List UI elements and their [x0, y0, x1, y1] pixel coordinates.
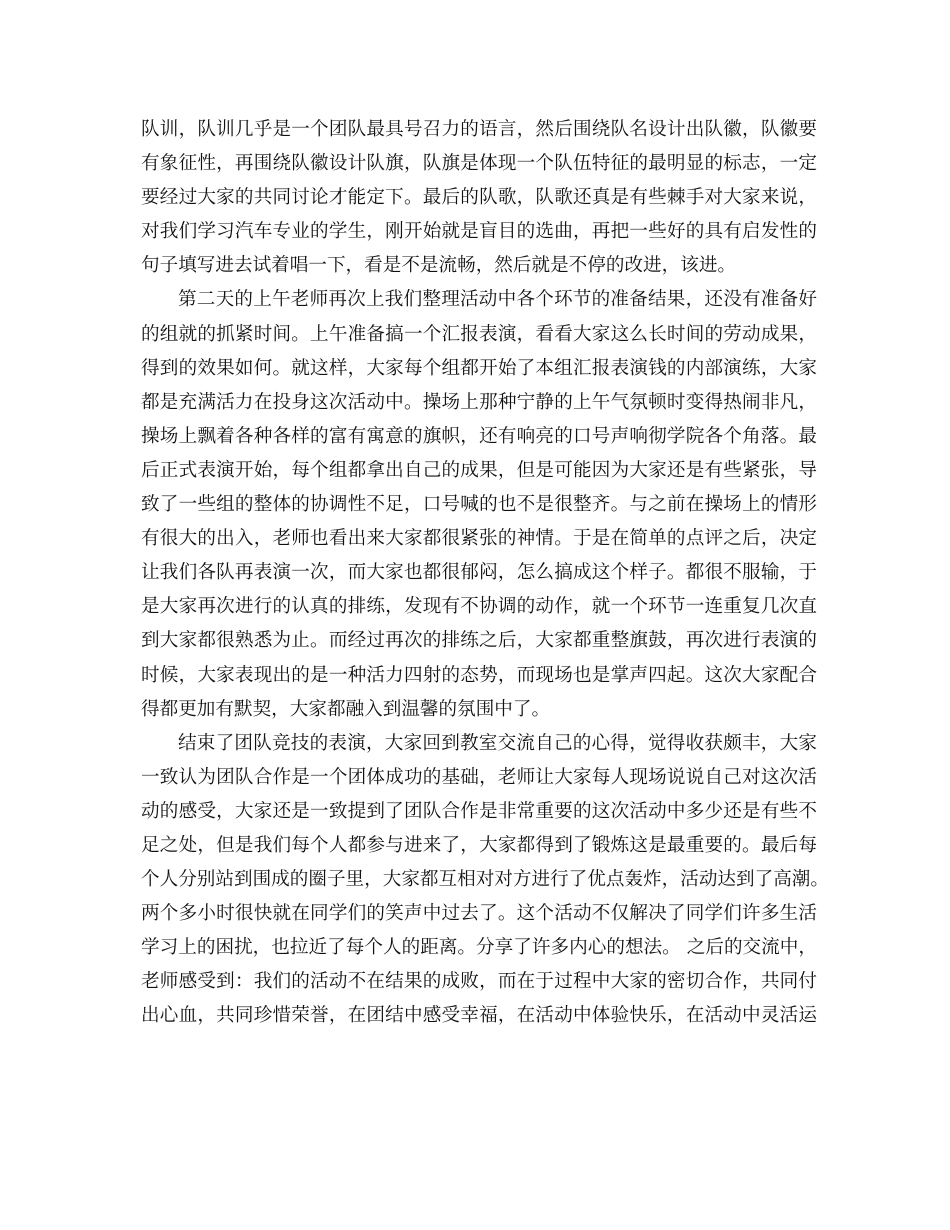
paragraph-1-line-4: 对我们学习汽车专业的学生，刚开始就是盲目的选曲，再把一些好的具有启发性的: [141, 221, 817, 243]
paragraph-1-line-1: 队训，队训几乎是一个团队最具号召力的语言，然后围绕队名设计出队徽，队徽要: [141, 119, 817, 140]
paragraph-3-line-8: 老师感受到：我们的活动不在结果的成败，而在于过程中大家的密切合作，共同付: [141, 971, 817, 993]
paragraph-2-line-7: 致了一些组的整体的协调性不足，口号喊的也不是很整齐。与之前在操场上的情形: [141, 494, 817, 516]
paragraph-2-line-10: 是大家再次进行的认真的排练，发现有不协调的动作，就一个环节一连重复几次直: [141, 596, 817, 618]
document-body: [141, 113, 829, 1034]
paragraph-3-line-1: 结束了团队竞技的表演，大家回到教室交流自己的心得，觉得收获颇丰，大家: [178, 732, 817, 754]
paragraph-2-line-6: 后正式表演开始，每个组都拿出自己的成果，但是可能因为大家还是有些紧张，导: [141, 459, 817, 481]
paragraph-2-line-5: 操场上飘着各种各样的富有寓意的旗帜，还有响亮的口号声响彻学院各个角落。最: [141, 425, 817, 447]
paragraph-3-line-6: 两个多小时很快就在同学们的笑声中过去了。这个活动不仅解决了同学们许多生活: [141, 903, 817, 925]
paragraph-2-line-4: 都是充满活力在投身这次活动中。操场上那种宁静的上午气氛顿时变得热闹非凡，: [141, 391, 817, 413]
paragraph-2-line-2: 的组就的抓紧时间。上午准备搞一个汇报表演，看看大家这么长时间的劳动成果，: [141, 323, 817, 345]
paragraph-3-line-3: 动的感受，大家还是一致提到了团队合作是非常重要的这次活动中多少还是有些不: [141, 800, 817, 822]
paragraph-2-line-12: 时候，大家表现出的是一种活力四射的态势，而现场也是掌声四起。这次大家配合: [141, 664, 817, 686]
paragraph-3-line-9: 出心血，共同珍惜荣誉，在团结中感受幸福，在活动中体验快乐，在活动中灵活运: [141, 1005, 817, 1027]
paragraph-3-line-5: 个人分别站到围成的圈子里，大家都互相对对方进行了优点轰炸，活动达到了高潮。: [141, 869, 829, 891]
paragraph-2-line-1: 第二天的上午老师再次上我们整理活动中各个环节的准备结果，还没有准备好: [178, 289, 817, 311]
paragraph-3-line-4: 足之处，但是我们每个人都参与进来了，大家都得到了锻炼这是最重要的。最后每: [141, 834, 817, 856]
paragraph-1-line-3: 要经过大家的共同讨论才能定下。最后的队歌，队歌还真是有些棘手对大家来说，: [141, 187, 817, 209]
paragraph-1-line-2: 有象征性，再围绕队徽设计队旗，队旗是体现一个队伍特征的最明显的标志，一定: [141, 153, 817, 175]
paragraph-2-line-8: 有很大的出入，老师也看出来大家都很紧张的神情。于是在简单的点评之后，决定: [141, 528, 817, 550]
paragraph-2-line-9: 让我们各队再表演一次，而大家也都很郁闷，怎么搞成这个样子。都很不服输，于: [141, 562, 817, 584]
paragraph-3-line-7: 学习上的困扰，也拉近了每个人的距离。分享了许多内心的想法。 之后的交流中，: [141, 937, 817, 959]
paragraph-2-line-13: 得都更加有默契，大家都融入到温馨的氛围中了。: [141, 698, 551, 720]
paragraph-3-line-2: 一致认为团队合作是一个团体成功的基础，老师让大家每人现场说说自己对这次活: [141, 766, 817, 788]
paragraph-1-line-5: 句子填写进去试着唱一下，看是不是流畅，然后就是不停的改进，该进。: [141, 255, 737, 277]
paragraph-2-line-3: 得到的效果如何。就这样，大家每个组都开始了本组汇报表演钱的内部演练，大家: [141, 357, 817, 379]
paragraph-2-line-11: 到大家都很熟悉为止。而经过再次的排练之后，大家都重整旗鼓，再次进行表演的: [141, 630, 817, 652]
